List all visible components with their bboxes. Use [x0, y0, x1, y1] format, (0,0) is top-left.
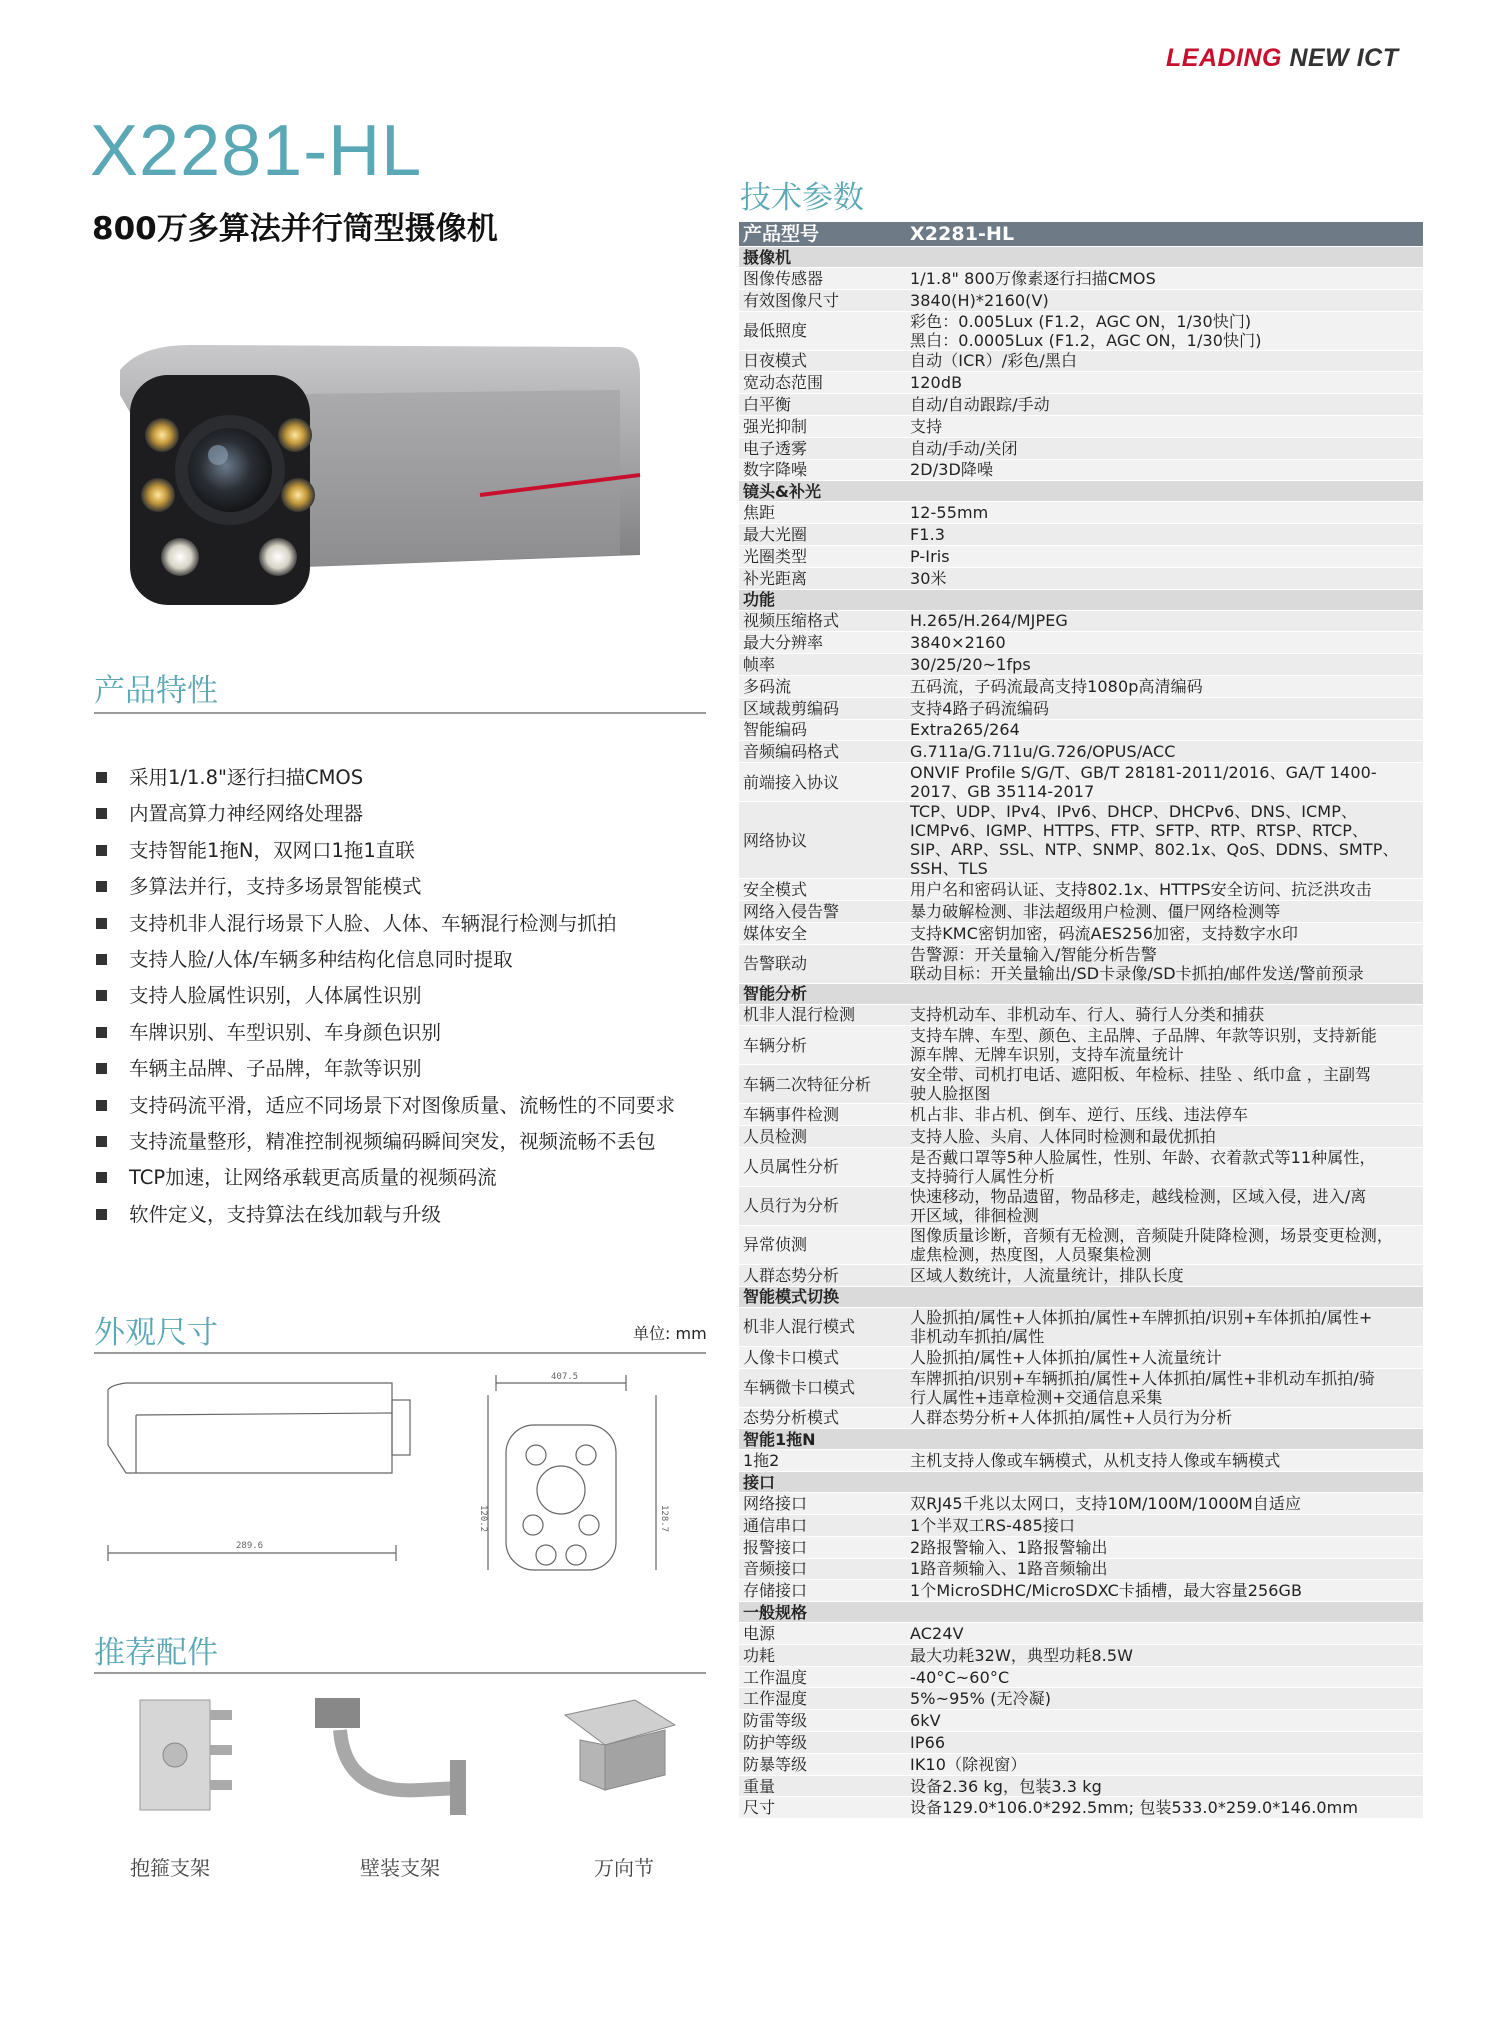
spec-row: [739, 438, 1423, 460]
spec-key: 区域裁剪编码: [743, 698, 840, 718]
spec-value: H.265/H.264/MJPEG: [910, 611, 1068, 631]
spec-value: 彩色：0.005Lux (F1.2，AGC ON，1/30快门) 黑白：0.0005Lux (F1.2，AGC ON，1/30快门): [910, 311, 1262, 350]
spec-key: 视频压缩格式: [743, 611, 840, 631]
spec-row: [739, 546, 1423, 568]
spec-key: 1拖2: [743, 1451, 780, 1471]
spec-row: [739, 1667, 1423, 1689]
feature-item: [96, 1124, 716, 1160]
feature-text: 支持机非人混行场景下人脸、人体、车辆混行检测与抓拍: [129, 911, 617, 935]
spec-key: 报警接口: [743, 1537, 808, 1557]
spec-key: 工作湿度: [743, 1689, 808, 1709]
spec-key: 帧率: [743, 655, 776, 675]
spec-category-row: [739, 481, 1423, 502]
spec-value: 支持4路子码流编码: [910, 698, 1050, 718]
spec-row: [739, 1226, 1423, 1265]
spec-value: 设备129.0*106.0*292.5mm; 包装533.0*259.0*146.0mm: [910, 1798, 1359, 1818]
bullet-icon: [96, 1172, 107, 1183]
spec-key: 人像卡口模式: [743, 1347, 840, 1367]
spec-value: 2D/3D降噪: [910, 460, 994, 480]
pole-mount-bracket-image: [100, 1690, 260, 1820]
spec-value: 人脸抓拍/属性+人体抓拍/属性+车牌抓拍/识别+车体抓拍/属性+ 非机动车抓拍/属性: [910, 1307, 1373, 1346]
spec-key: 网络协议: [743, 830, 808, 850]
spec-row: [739, 1126, 1423, 1148]
spec-key: 机非人混行检测: [743, 1005, 856, 1025]
spec-row: [739, 1104, 1423, 1126]
spec-value: 车牌抓拍/识别+车辆抓拍/属性+人体抓拍/属性+非机动车抓拍/骑 行人属性+违章检测+交通信息采集: [910, 1368, 1375, 1407]
spec-row: [739, 524, 1423, 546]
spec-row: [739, 1688, 1423, 1710]
spec-header-key: 产品型号: [743, 222, 820, 245]
bullet-icon: [96, 990, 107, 1001]
bullet-icon: [96, 845, 107, 856]
spec-key: 补光距离: [743, 568, 808, 588]
spec-value: 区域人数统计，人流量统计，排队长度: [910, 1265, 1184, 1285]
dimensions-section-title: 外观尺寸: [94, 1315, 218, 1351]
feature-item: [96, 796, 716, 832]
spec-key: 光圈类型: [743, 546, 808, 566]
spec-key: 智能编码: [743, 720, 808, 740]
spec-value: 是否戴口罩等5种人脸属性，性别、年龄、衣着款式等11种属性， 支持骑行人属性分析: [910, 1147, 1376, 1186]
spec-row: [739, 1776, 1423, 1798]
spec-key: 人员行为分析: [743, 1196, 840, 1216]
spec-key: 重量: [743, 1776, 776, 1796]
spec-row: [739, 1515, 1423, 1537]
spec-key: 媒体安全: [743, 923, 808, 943]
feature-text: 支持人脸/人体/车辆多种结构化信息同时提取: [129, 947, 513, 971]
spec-value: 30米: [910, 568, 947, 588]
spec-category-row: [739, 1287, 1423, 1308]
bullet-icon: [96, 772, 107, 783]
spec-row: [739, 1347, 1423, 1369]
feature-item: [96, 1051, 716, 1087]
accessory-label-wall-mount: 壁装支架: [360, 1856, 440, 1880]
spec-key: 音频编码格式: [743, 742, 840, 762]
bullet-icon: [96, 1209, 107, 1220]
feature-text: 软件定义，支持算法在线加载与升级: [129, 1202, 442, 1226]
spec-value: 支持KMC密钥加密，码流AES256加密，支持数字水印: [910, 923, 1298, 943]
length-dimension: 289.6: [236, 1541, 264, 1551]
spec-key: 日夜模式: [743, 351, 808, 371]
spec-value: 自动（ICR）/彩色/黑白: [910, 351, 1078, 371]
spec-key: 人群态势分析: [743, 1265, 840, 1285]
spec-value: 2路报警输入、1路报警输出: [910, 1537, 1108, 1557]
spec-category-row: [739, 247, 1423, 268]
spec-row: [739, 394, 1423, 416]
spec-row: [739, 1369, 1423, 1408]
spec-key: 车辆事件检测: [743, 1105, 840, 1125]
spec-key: 机非人混行模式: [743, 1317, 856, 1337]
spec-row: [739, 1265, 1423, 1287]
spec-value: TCP、UDP、IPv4、IPv6、DHCP、DHCPv6、DNS、ICMP、 ICMPv6、IGMP、HTTPS、FTP、SFTP、RTP、RTSP、RTCP、 SIP、ARP、SSL、NTP、SNMP、802.1x、QoS、DDNS、SMTP、 SSH、TLS: [910, 802, 1399, 879]
spec-value: 主机支持人像或车辆模式，从机支持人像或车辆模式: [910, 1451, 1281, 1471]
spec-key: 态势分析模式: [743, 1408, 840, 1428]
spec-value: 5%~95% (无冷凝): [910, 1689, 1052, 1709]
spec-value: 用户名和密码认证、支持802.1x、HTTPS安全访问、抗泛洪攻击: [910, 880, 1372, 900]
spec-value: 支持人脸、头肩、人体同时检测和最优抓拍: [910, 1127, 1216, 1147]
spec-value: 机占非、非占机、倒车、逆行、压线、违法停车: [910, 1105, 1249, 1125]
left-height-dimension: 120.2: [478, 1505, 488, 1533]
logo-text-new-ict: NEW ICT: [1282, 44, 1399, 72]
spec-row: [739, 290, 1423, 312]
spec-key: 车辆分析: [743, 1035, 808, 1055]
feature-text: 支持智能1拖N，双网口1拖1直联: [129, 838, 415, 862]
spec-key: 功耗: [743, 1645, 776, 1665]
features-section-title: 产品特性: [94, 673, 218, 709]
accessory-label-universal-joint: 万向节: [594, 1856, 654, 1880]
spec-key: 存储接口: [743, 1581, 808, 1601]
spec-value: 1/1.8" 800万像素逐行扫描CMOS: [910, 268, 1156, 288]
spec-row: [739, 1005, 1423, 1027]
spec-value: 120dB: [910, 373, 963, 393]
spec-row: [739, 568, 1423, 590]
spec-key: 防护等级: [743, 1732, 808, 1752]
spec-row: [739, 1493, 1423, 1515]
accessories-divider: [94, 1672, 706, 1674]
bullet-icon: [96, 1027, 107, 1038]
spec-value: 3840(H)*2160(V): [910, 290, 1049, 310]
spec-key: 告警联动: [743, 954, 808, 974]
spec-row: [739, 1537, 1423, 1559]
spec-key: 网络入侵告警: [743, 901, 840, 921]
spec-value: 人脸抓拍/属性+人体抓拍/属性+人流量统计: [910, 1347, 1222, 1367]
top-width-dimension: 407.5: [551, 1372, 579, 1382]
dimensions-divider: [94, 1352, 706, 1354]
spec-value: ONVIF Profile S/G/T、GB/T 28181-2011/2016、GA/T 1400- 2017、GB 35114-2017: [910, 763, 1377, 802]
dimension-drawing: [96, 1355, 706, 1585]
spec-value: 3840×2160: [910, 633, 1006, 653]
right-height-dimension: 128.7: [659, 1505, 669, 1533]
spec-key: 车辆微卡口模式: [743, 1378, 856, 1398]
spec-key: 工作温度: [743, 1667, 808, 1687]
spec-value: F1.3: [910, 525, 946, 545]
spec-row: [739, 1065, 1423, 1104]
bullet-icon: [96, 1063, 107, 1074]
feature-item: [96, 833, 716, 869]
spec-key: 图像传感器: [743, 268, 824, 288]
spec-key: 有效图像尺寸: [743, 290, 840, 310]
brand-logo: [1166, 44, 1399, 73]
spec-value: IP66: [910, 1732, 946, 1752]
logo-text-leading: LEADING: [1166, 44, 1282, 72]
feature-item: [96, 1197, 716, 1233]
bullet-icon: [96, 808, 107, 819]
spec-value: 支持: [910, 416, 943, 436]
spec-value: 五码流，子码流最高支持1080p高清编码: [910, 676, 1203, 696]
feature-text: 车辆主品牌、子品牌，年款等识别: [129, 1057, 422, 1081]
bullet-icon: [96, 881, 107, 892]
bullet-icon: [96, 1100, 107, 1111]
spec-value: 支持车牌、车型、颜色、主品牌、子品牌、年款等识别，支持新能 源车牌、无牌车识别，支持车流量统计: [910, 1026, 1377, 1065]
spec-value: 自动/手动/关闭: [910, 438, 1018, 458]
spec-value: 安全带、司机打电话、遮阳板、年检标、挂坠 、纸巾盒 ，主副驾 驶人脸抠图: [910, 1065, 1372, 1104]
spec-value: 自动/自动跟踪/手动: [910, 395, 1050, 415]
spec-value: 快速移动，物品遗留，物品移走，越线检测，区域入侵，进入/离 开区域，徘徊检测: [910, 1186, 1367, 1225]
spec-key: 音频接口: [743, 1559, 808, 1579]
spec-category-label: 功能: [743, 590, 776, 610]
feature-item: [96, 1160, 716, 1196]
feature-item: [96, 906, 716, 942]
spec-row: [739, 1559, 1423, 1581]
spec-key: 最大分辨率: [743, 633, 824, 653]
spec-category-label: 智能分析: [743, 984, 808, 1004]
spec-row: [739, 1754, 1423, 1776]
spec-key: 最大光圈: [743, 525, 808, 545]
spec-key: 多码流: [743, 676, 792, 696]
dimensions-unit-label: 单位: mm: [633, 1324, 707, 1343]
spec-row: [739, 720, 1423, 742]
spec-value: 双RJ45千兆以太网口，支持10M/100M/1000M自适应: [910, 1494, 1302, 1513]
feature-text: 内置高算力神经网络处理器: [129, 802, 364, 826]
spec-value: 30/25/20~1fps: [910, 655, 1031, 675]
spec-key: 电子透雾: [743, 438, 808, 458]
spec-category-label: 摄像机: [743, 247, 792, 267]
spec-row: [739, 611, 1423, 633]
spec-value: 6kV: [910, 1711, 941, 1731]
spec-row: [739, 741, 1423, 763]
universal-joint-image: [545, 1690, 705, 1820]
spec-value: Extra265/264: [910, 720, 1020, 740]
spec-header-row: [739, 222, 1423, 247]
feature-text: TCP加速，让网络承载更高质量的视频码流: [129, 1166, 497, 1190]
spec-key: 人员属性分析: [743, 1157, 840, 1177]
spec-value: 支持机动车、非机动车、行人、骑行人分类和捕获: [910, 1005, 1265, 1025]
product-model-title: X2281-HL: [90, 111, 423, 191]
spec-category-row: [739, 590, 1423, 611]
spec-key: 防暴等级: [743, 1754, 808, 1774]
spec-row: [739, 1645, 1423, 1667]
spec-category-row: [739, 984, 1423, 1005]
spec-row: [739, 923, 1423, 945]
spec-row: [739, 879, 1423, 901]
spec-key: 最低照度: [743, 321, 808, 341]
spec-value: 1个MicroSDHC/MicroSDXC卡插槽，最大容量256GB: [910, 1581, 1303, 1601]
spec-key: 尺寸: [743, 1798, 776, 1818]
spec-row: [739, 1623, 1423, 1645]
feature-text: 采用1/1.8"逐行扫描CMOS: [129, 766, 364, 789]
spec-value: 12-55mm: [910, 503, 989, 523]
spec-key: 防雷等级: [743, 1711, 808, 1731]
spec-value: IK10（除视窗）: [910, 1754, 1027, 1774]
spec-row: [739, 698, 1423, 720]
spec-row: [739, 1450, 1423, 1472]
spec-category-row: [739, 1472, 1423, 1493]
feature-item: [96, 978, 716, 1014]
spec-key: 电源: [743, 1623, 776, 1643]
spec-value: G.711a/G.711u/G.726/OPUS/ACC: [910, 742, 1176, 762]
spec-value: -40°C~60°C: [910, 1667, 1010, 1687]
feature-list: [96, 760, 716, 1233]
feature-text: 支持码流平滑，适应不同场景下对图像质量、流畅性的不同要求: [129, 1093, 676, 1117]
feature-item: [96, 869, 716, 905]
spec-row: [739, 802, 1423, 879]
accessory-label-pole-mount: 抱箍支架: [130, 1856, 210, 1880]
feature-item: [96, 1015, 716, 1051]
feature-text: 车牌识别、车型识别、车身颜色识别: [129, 1020, 442, 1044]
accessories-section-title: 推荐配件: [94, 1635, 218, 1671]
spec-row: [739, 312, 1423, 351]
spec-category-label: 一般规格: [743, 1602, 808, 1622]
spec-key: 安全模式: [743, 880, 808, 900]
spec-key: 数字降噪: [743, 460, 808, 480]
spec-row: [739, 1580, 1423, 1602]
spec-value: AC24V: [910, 1623, 964, 1643]
feature-item: [96, 760, 716, 796]
spec-row: [739, 502, 1423, 524]
spec-key: 焦距: [743, 503, 776, 523]
spec-header-value: X2281-HL: [910, 222, 1015, 245]
spec-table: [739, 222, 1423, 1819]
spec-key: 网络接口: [743, 1494, 808, 1513]
spec-row: [739, 676, 1423, 698]
spec-key: 前端接入协议: [743, 772, 840, 792]
spec-value: 告警源：开关量输入/智能分析告警 联动目标：开关量输出/SD卡录像/SD卡抓拍/邮件发送/警前预录: [910, 944, 1364, 983]
spec-key: 宽动态范围: [743, 373, 824, 393]
spec-row: [739, 1187, 1423, 1226]
spec-row: [739, 1148, 1423, 1187]
spec-row: [739, 763, 1423, 802]
spec-row: [739, 901, 1423, 923]
spec-value: P-Iris: [910, 546, 950, 566]
camera-product-image: [100, 335, 660, 615]
spec-category-label: 镜头&补光: [743, 481, 821, 501]
spec-category-label: 接口: [743, 1472, 776, 1492]
feature-item: [96, 942, 716, 978]
spec-row: [739, 268, 1423, 290]
spec-key: 强光抑制: [743, 416, 808, 436]
spec-value: 图像质量诊断，音频有无检测，音频陡升陡降检测，场景变更检测， 虚焦检测，热度图，人员聚集检测: [910, 1225, 1394, 1264]
feature-text: 支持流量整形，精准控制视频编码瞬间突发，视频流畅不丢包: [129, 1129, 656, 1153]
specs-section-title: 技术参数: [740, 180, 864, 216]
spec-row: [739, 460, 1423, 482]
spec-key: 人员检测: [743, 1127, 808, 1147]
spec-key: 异常侦测: [743, 1235, 808, 1255]
spec-row: [739, 1408, 1423, 1430]
features-divider: [94, 712, 706, 714]
spec-category-label: 智能1拖N: [743, 1429, 816, 1449]
product-subtitle: 800万多算法并行筒型摄像机: [92, 211, 498, 247]
spec-row: [739, 654, 1423, 676]
spec-key: 白平衡: [743, 395, 792, 415]
feature-item: [96, 1088, 716, 1124]
bullet-icon: [96, 918, 107, 929]
spec-row: [739, 1026, 1423, 1065]
spec-row: [739, 372, 1423, 394]
spec-row: [739, 351, 1423, 373]
spec-row: [739, 1710, 1423, 1732]
spec-row: [739, 1308, 1423, 1347]
bullet-icon: [96, 1136, 107, 1147]
spec-key: 车辆二次特征分析: [743, 1074, 872, 1094]
spec-key: 通信串口: [743, 1515, 808, 1535]
feature-text: 多算法并行，支持多场景智能模式: [129, 875, 422, 899]
spec-row: [739, 632, 1423, 654]
spec-value: 1个半双工RS-485接口: [910, 1515, 1076, 1535]
bullet-icon: [96, 954, 107, 965]
spec-row: [739, 1732, 1423, 1754]
spec-row: [739, 416, 1423, 438]
feature-text: 支持人脸属性识别，人体属性识别: [129, 984, 422, 1008]
spec-category-label: 智能模式切换: [743, 1287, 840, 1307]
spec-value: 人群态势分析+人体抓拍/属性+人员行为分析: [910, 1408, 1233, 1428]
spec-row: [739, 1797, 1423, 1819]
spec-value: 暴力破解检测、非法超级用户检测、僵尸网络检测等: [910, 901, 1281, 921]
spec-value: 设备2.36 kg，包装3.3 kg: [910, 1776, 1102, 1796]
wall-mount-bracket-image: [310, 1690, 470, 1820]
spec-category-row: [739, 1429, 1423, 1450]
spec-category-row: [739, 1602, 1423, 1623]
spec-value: 1路音频输入、1路音频输出: [910, 1559, 1108, 1579]
spec-row: [739, 945, 1423, 984]
spec-value: 最大功耗32W，典型功耗8.5W: [910, 1645, 1134, 1665]
